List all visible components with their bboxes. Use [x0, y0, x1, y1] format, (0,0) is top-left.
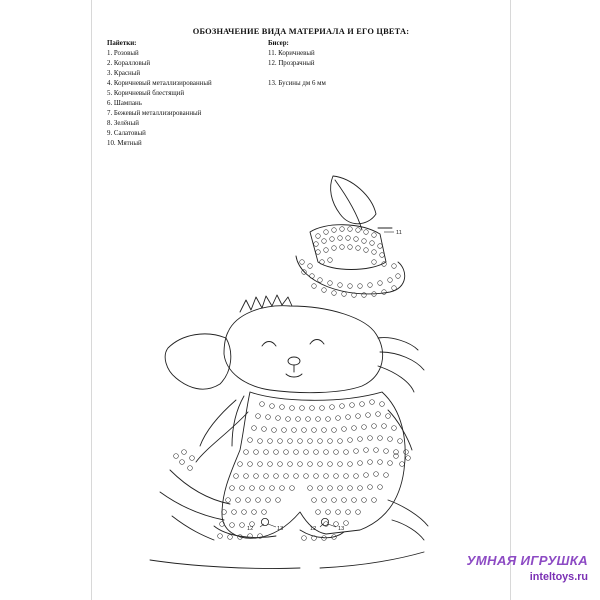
- legend-item: 12. Прозрачный: [268, 60, 315, 67]
- legend-item: 7. Бежевый металлизированный: [107, 110, 202, 117]
- instruction-sheet: [91, 0, 511, 600]
- callout-right-label: 12: [310, 526, 317, 532]
- watermark-brand: УМНАЯ ИГРУШКА: [466, 553, 588, 568]
- legend-item: 3. Красный: [107, 70, 141, 77]
- legend-item: 8. Зелёный: [107, 120, 139, 127]
- legend-item: 1. Розовый: [107, 50, 139, 57]
- legend-item: 10. Мятный: [107, 140, 142, 147]
- paillettes-legend: [107, 39, 212, 149]
- legend-item: 9. Салатовый: [107, 130, 146, 137]
- legend-item: 4. Коричневый металлизированный: [107, 80, 212, 87]
- paillettes-heading: Пайетки:: [107, 40, 137, 47]
- legend-item: 11. Коричневый: [268, 50, 315, 57]
- legend-item: 13. Бусины дм 6 мм: [268, 80, 326, 87]
- legend-item: 5. Коричневый блестящий: [107, 90, 185, 97]
- callout-left-label: 12: [247, 526, 254, 532]
- page-title: ОБОЗНАЧЕНИЕ ВИДА МАТЕРИАЛА И ЕГО ЦВЕТА:: [192, 27, 410, 36]
- beads-legend: [268, 39, 326, 89]
- legend-item: 6. Шампань: [107, 100, 142, 107]
- callout-hat-label: 11: [396, 230, 402, 236]
- watermark-url: inteltoys.ru: [529, 571, 588, 583]
- beads-heading: Бисер:: [268, 40, 289, 47]
- callout-far-label: 13: [338, 526, 345, 532]
- callout-mid-label: 13: [277, 526, 284, 532]
- legend-item: 2. Коралловый: [107, 60, 151, 67]
